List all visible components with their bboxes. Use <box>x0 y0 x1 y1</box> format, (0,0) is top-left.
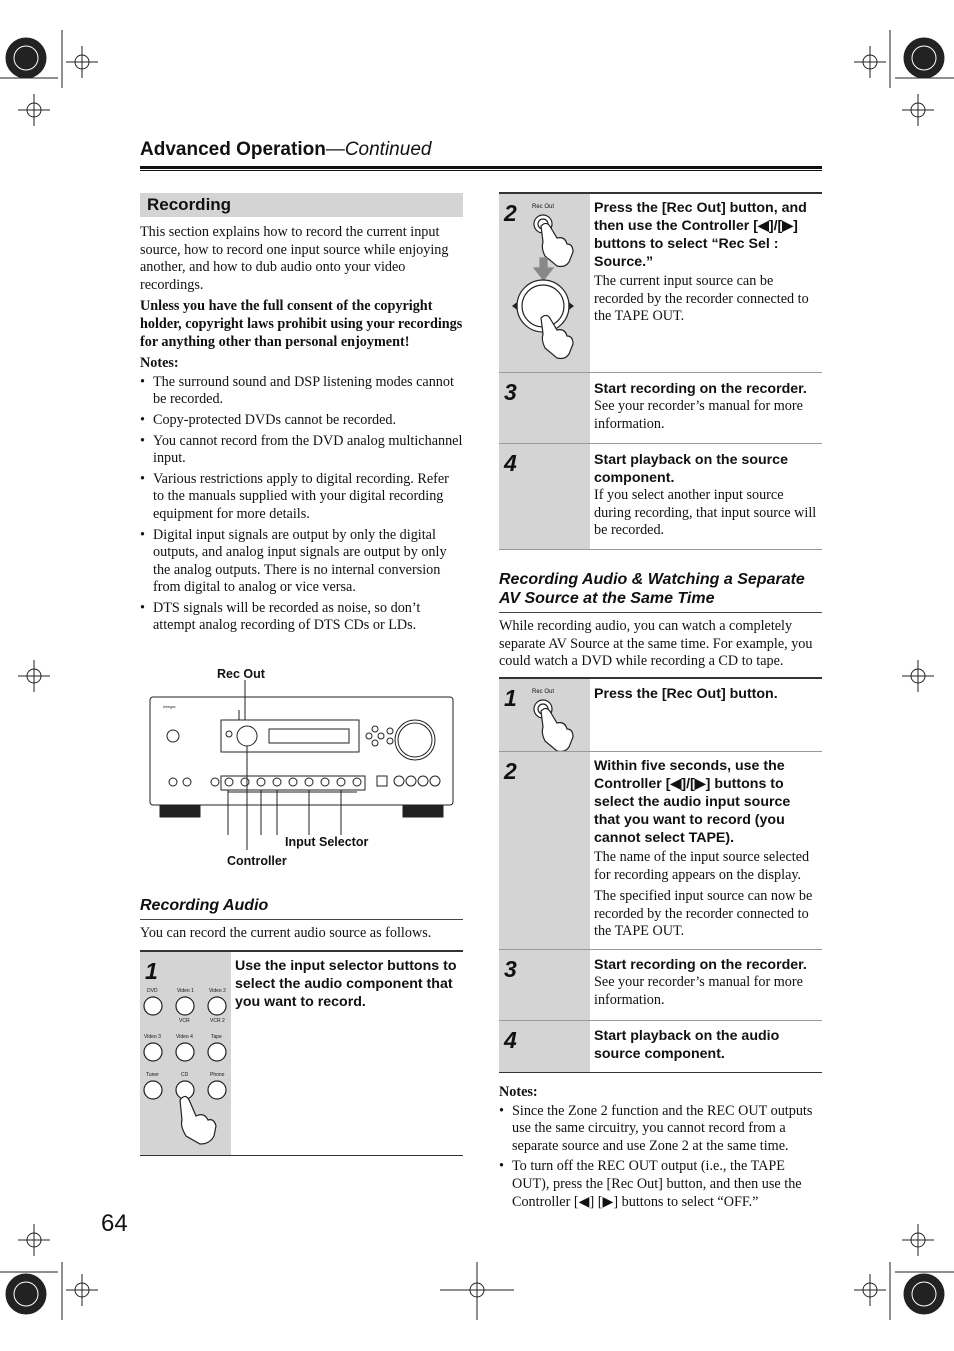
recording-heading: Recording <box>147 195 232 214</box>
rec-out-label: Rec Out <box>217 667 265 681</box>
btn-label-phono: Phono <box>210 1072 225 1078</box>
rec-source-step-4 <box>499 444 822 550</box>
notes-list <box>140 374 463 635</box>
separate-av-intro: While recording audio, you can watch a completely separate AV Source at the same time. For example, you could watch a DVD while recording a CD to tape. <box>499 618 813 670</box>
step-description <box>594 849 820 944</box>
input-buttons-graphic <box>140 982 231 1152</box>
step-desc-para: See your recorder’s manual for more information. <box>594 974 803 1008</box>
separate-step-4 <box>499 1021 822 1073</box>
step-instruction: Start recording on the recorder. <box>594 957 807 973</box>
step-desc-para: If you select another input source during recording, that input source will be recorded. <box>594 487 817 538</box>
step-number: 1 <box>145 958 158 984</box>
btn-label-video3: Video 3 <box>144 1034 161 1040</box>
step-number: 2 <box>504 758 517 784</box>
page-number: 64 <box>101 1210 128 1237</box>
recording-audio-step-1 <box>140 952 463 1156</box>
step-instruction: Use the input selector buttons to select the audio component that you want to record. <box>235 958 457 1010</box>
rec-out-and-controller-graphic <box>499 194 590 372</box>
note-item: • To turn off the REC OUT output (i.e., the TAPE OUT), press the [Rec Out] button, and then use the Controller [◀] [▶] buttons to select “OFF.” <box>499 1158 802 1210</box>
btn-sublabel-vcr: VCR <box>179 1018 190 1024</box>
step-desc-para: See your recorder’s manual for more information. <box>594 398 803 432</box>
note-item: • The surround sound and DSP listening modes cannot be recorded. <box>140 373 454 408</box>
step-desc-para: The specified input source can now be recorded by the recorder connected to the TAPE OUT. <box>594 888 813 939</box>
separate-av-rule <box>499 612 822 613</box>
step-number: 3 <box>504 956 517 982</box>
step-number: 4 <box>504 450 517 476</box>
note-item: • Copy-protected DVDs cannot be recorded. <box>140 411 397 428</box>
receiver-front-panel-diagram <box>145 680 460 850</box>
separate-av-heading-line2: AV Source at the Same Time <box>499 590 715 607</box>
rec-out-icon-label: Rec Out <box>532 204 555 210</box>
btn-label-dvd: DVD <box>147 988 158 994</box>
step-description <box>594 398 820 436</box>
step-desc-para: The name of the input source selected for recording appears on the display. <box>594 849 810 883</box>
page-header <box>140 139 822 161</box>
separate-step-3 <box>499 950 822 1021</box>
recording-banner <box>140 193 463 217</box>
step-description <box>594 487 820 543</box>
step-description <box>594 974 820 1012</box>
step-description <box>594 273 820 329</box>
separate-av-heading-line1: Recording Audio & Watching a Separate <box>499 571 805 588</box>
btn-label-video4: Video 4 <box>176 1034 193 1040</box>
brand-logo-text: Integra <box>163 704 176 709</box>
copyright-warning: Unless you have the full consent of the copyright holder, copyright laws prohibit using your recordings for anything other than personal enjoyment! <box>140 298 463 350</box>
note-item: • Digital input signals are output by only the digital outputs, and analog input signals are output by only the analog outputs. There is no internal conversion from digital to analog or vice versa. <box>140 526 447 596</box>
note-item: • DTS signals will be recorded as noise, so don’t attempt analog recording of DTS CDs or LDs. <box>140 599 421 634</box>
step-instruction: Press the [Rec Out] button. <box>594 686 778 702</box>
step-instruction: Start playback on the audio source component. <box>594 1028 780 1062</box>
step-number-cell <box>499 679 590 751</box>
step-instruction: Start playback on the source component. <box>594 452 788 486</box>
header-rule-thin <box>140 170 822 171</box>
step-instruction: Start recording on the recorder. <box>594 381 807 397</box>
step-desc-para: The current input source can be recorded by the recorder connected to the TAPE OUT. <box>594 273 809 324</box>
step-number: 2 <box>504 200 517 226</box>
recording-audio-heading: Recording Audio <box>140 897 269 914</box>
note-item: • Since the Zone 2 function and the REC OUT outputs use the same circuitry, you cannot record from a separate source and use Zone 2 at the same time. <box>499 1102 813 1154</box>
note-item: • Various restrictions apply to digital recording. Refer to the manuals supplied with your digital recording equipment for more details. <box>140 470 449 522</box>
recording-audio-rule <box>140 919 463 920</box>
separate-step-1 <box>499 679 822 752</box>
header-title: Advanced Operation <box>140 139 326 160</box>
btn-sublabel-vcr2: VCR 2 <box>210 1018 225 1024</box>
btn-label-video2: Video 2 <box>209 988 226 994</box>
step-instruction: Within five seconds, use the Controller [◀]/[▶] buttons to select the audio input source that you want to record (you cannot select TAPE). <box>594 758 791 846</box>
input-selector-label: Input Selector <box>285 835 369 849</box>
step-number: 3 <box>504 379 517 405</box>
step-number-cell <box>499 373 590 443</box>
step-number-cell <box>499 444 590 549</box>
header-rule <box>140 166 822 169</box>
step-number-cell <box>499 950 590 1020</box>
step-number-cell <box>140 952 231 1155</box>
recording-audio-intro: You can record the current audio source as follows. <box>140 925 432 941</box>
recording-intro-block <box>140 224 463 638</box>
header-continued: —Continued <box>325 139 432 160</box>
final-notes-list <box>499 1103 822 1212</box>
final-notes <box>499 1084 822 1214</box>
controller-label: Controller <box>227 854 287 868</box>
rec-source-step-2 <box>499 194 822 373</box>
separate-step-2 <box>499 752 822 950</box>
step-number: 4 <box>504 1027 517 1053</box>
recording-intro: This section explains how to record the current input source, how to record one input source while enjoying another, and how to dub audio onto your video recordings. <box>140 224 449 293</box>
notes-label: Notes: <box>140 355 179 372</box>
btn-label-cd: CD <box>181 1072 189 1078</box>
btn-label-tape: Tape <box>211 1034 222 1040</box>
final-notes-label: Notes: <box>499 1084 538 1100</box>
btn-label-video1: Video 1 <box>177 988 194 994</box>
step-number-cell <box>499 194 590 372</box>
step-number-cell <box>499 1021 590 1072</box>
btn-label-tuner: Tuner <box>146 1072 159 1078</box>
rec-out-icon-label: Rec Out <box>532 689 555 695</box>
separate-av-heading <box>499 570 822 608</box>
step-instruction: Press the [Rec Out] button, and then use the Controller [◀]/[▶] buttons to select “Rec Sel : Source.” <box>594 200 807 270</box>
note-item: • You cannot record from the DVD analog multichannel input. <box>140 432 463 467</box>
rec-out-button-graphic <box>499 679 590 751</box>
step-number: 1 <box>504 685 517 711</box>
rec-source-step-3 <box>499 373 822 444</box>
step-number-cell <box>499 752 590 949</box>
